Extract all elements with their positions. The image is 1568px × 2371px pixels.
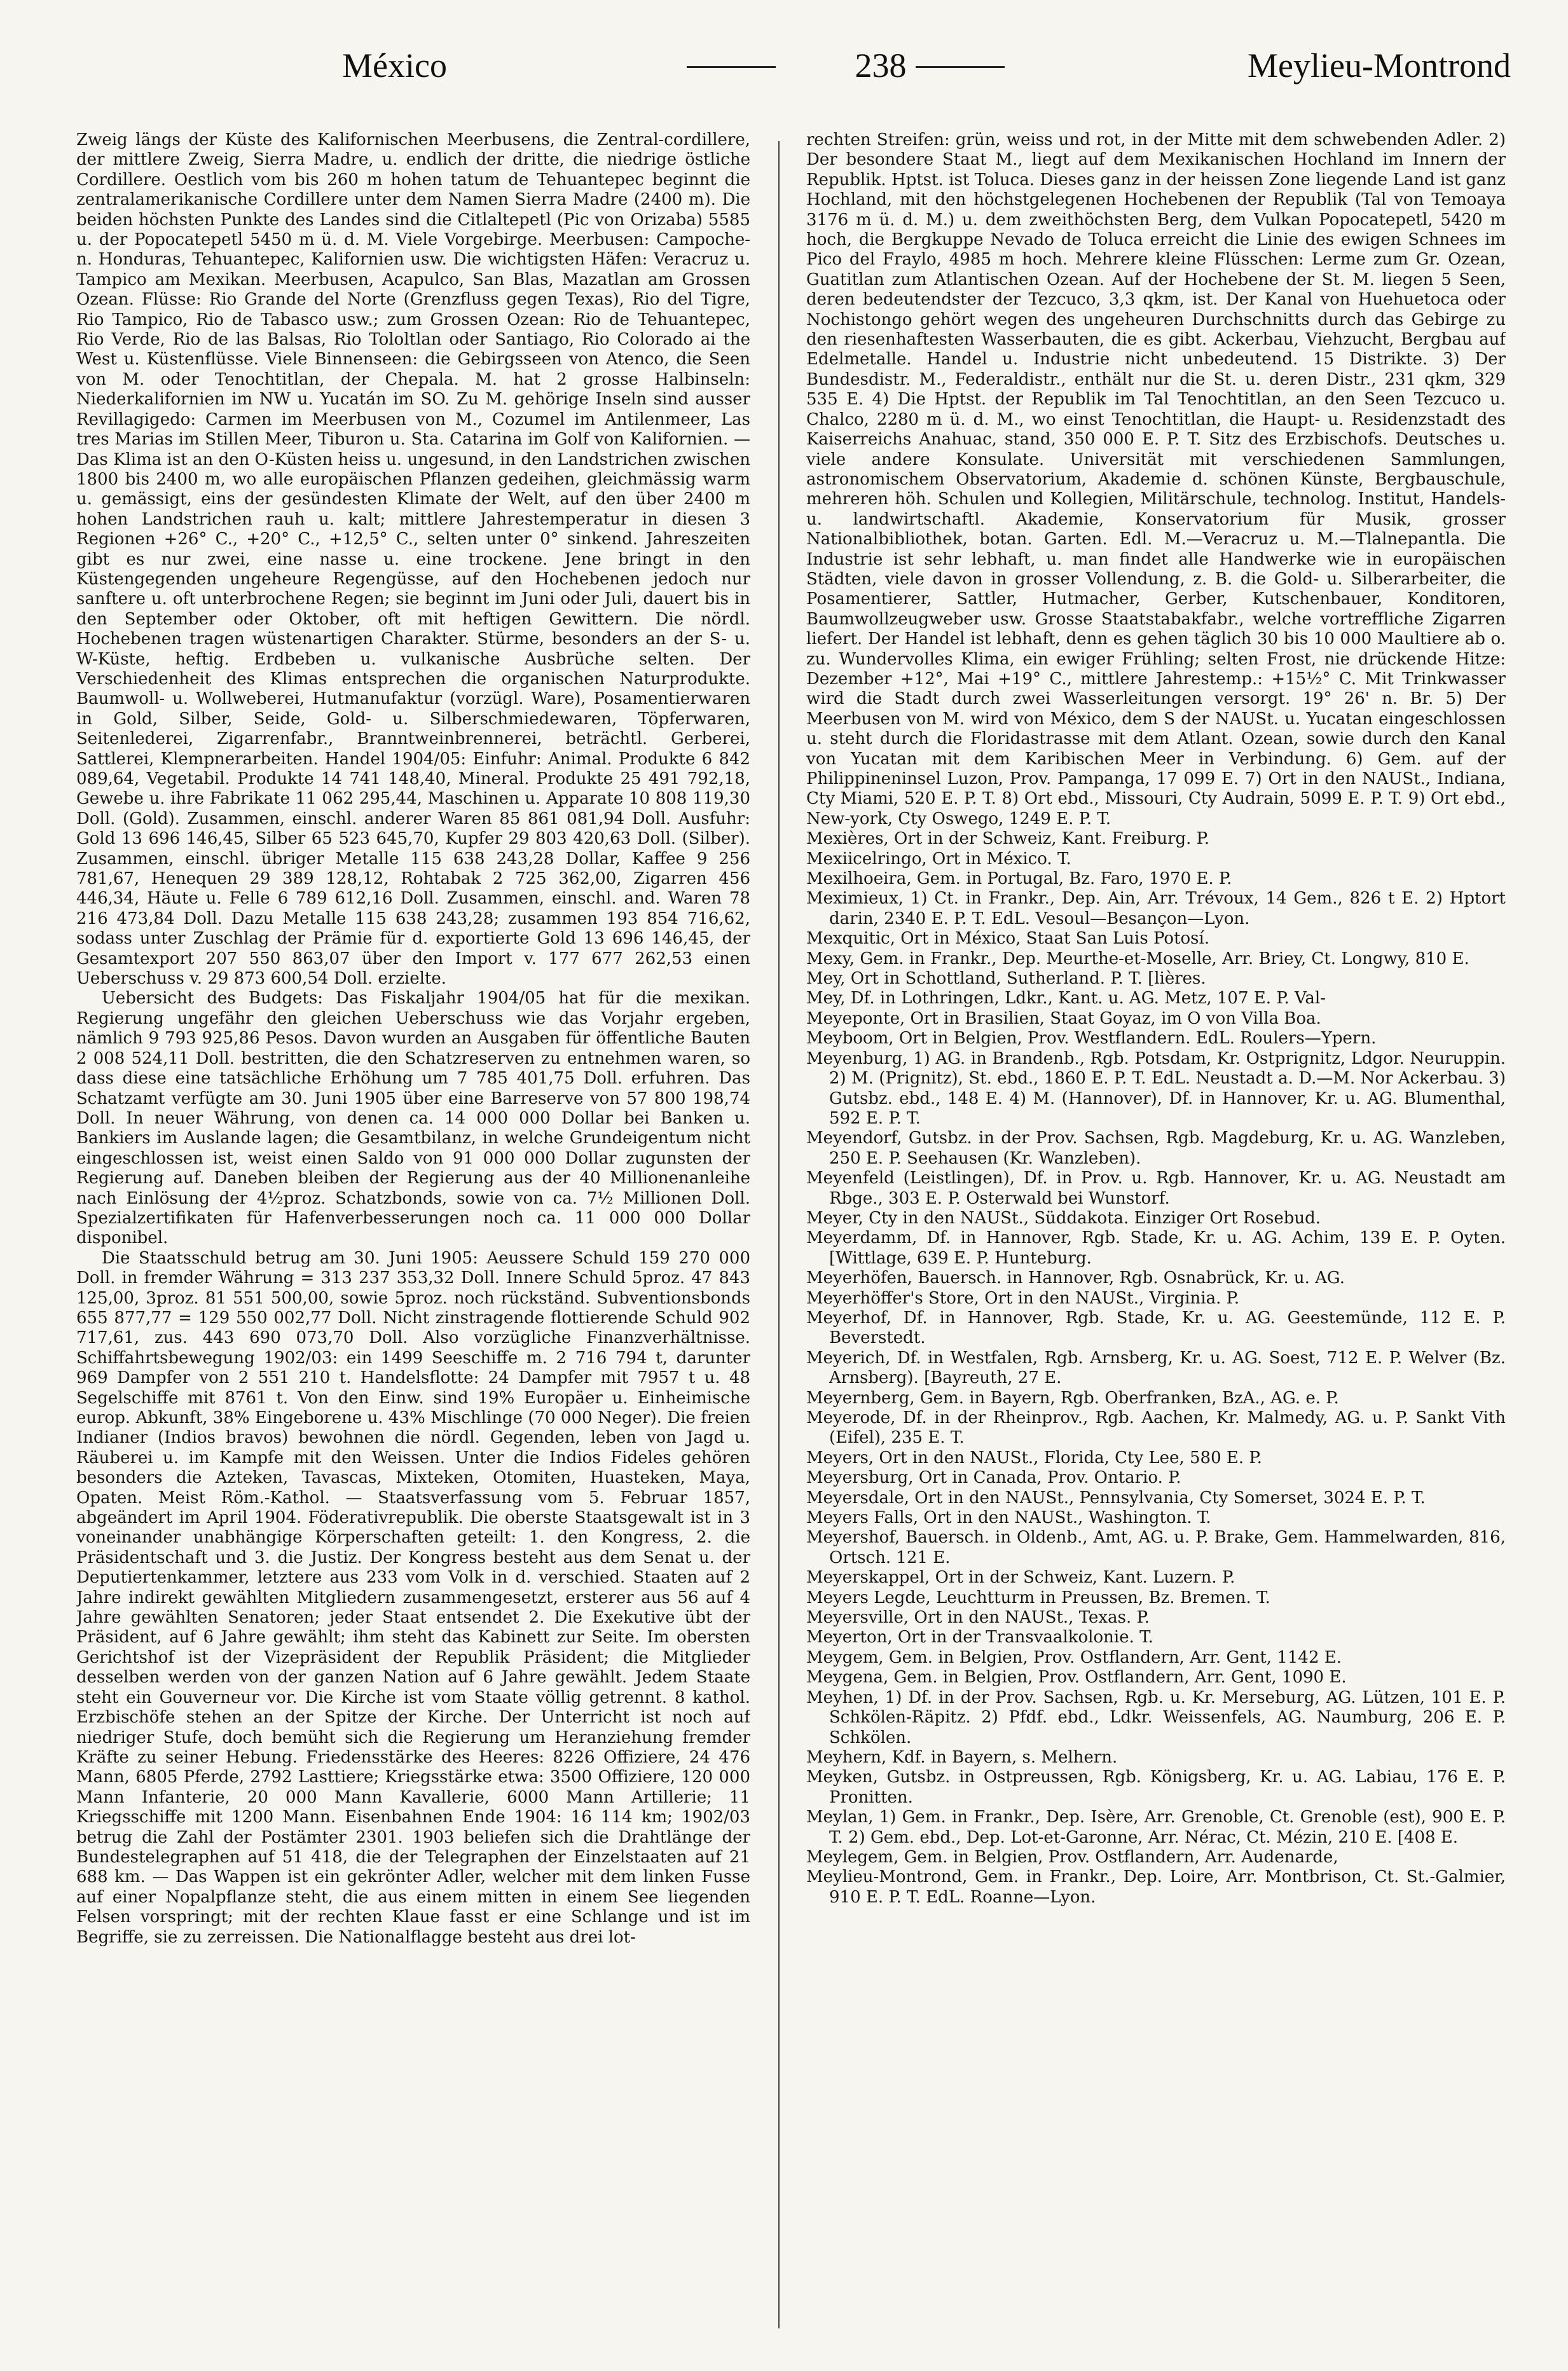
entry-mexieres: Mexières, Ort in der Schweiz, Kant. Freiburg. P. bbox=[806, 829, 1210, 849]
header-rule-left bbox=[687, 66, 776, 68]
entry-mey-scotland: Mey, Ort in Schottland, Sutherland. P. T. [lières. bbox=[806, 969, 1206, 989]
entry-mexilhoeira: Mexilhoeira, Gem. in Portugal, Bz. Faro, 1970 E. P. bbox=[806, 869, 1232, 889]
entry-meyken: Meyken, Gutsbz. in Ostpreussen, Rgb. Königsberg, Kr. u. AG. Labiau, 176 E. P. Pronitten. bbox=[806, 1768, 1506, 1807]
page-header bbox=[76, 37, 1511, 132]
entry-meyerode: Meyerode, Df. in der Rheinprov., Rgb. Aachen, Kr. Malmedy, AG. u. P. Sankt Vith (Eifel), 235 E. T. bbox=[806, 1408, 1506, 1448]
entry-meygem: Meygem, Gem. in Belgien, Prov. Ostflandern, Arr. Gent, 1142 E. bbox=[806, 1647, 1342, 1667]
page-number: 238 bbox=[855, 46, 907, 85]
entry-meyendorf: Meyendorf, Gutsbz. in der Prov. Sachsen, Rgb. Magdeburg, Kr. u. AG. Wanzleben, 250 E. P. Seehausen (Kr. Wanzleben). bbox=[806, 1129, 1506, 1168]
entry-mey-lorraine: Mey, Df. in Lothringen, Ldkr., Kant. u. AG. Metz, 107 E. P. Val- bbox=[806, 989, 1326, 1008]
entry-meyer: Meyer, Cty in den NAUSt., Süddakota. Einziger Ort Rosebud. bbox=[806, 1208, 1321, 1228]
paragraph-mexico-continued: rechten Streifen: grün, weiss und rot, in der Mitte mit dem schwebenden Adler. 2) Der besondere Staat M., liegt auf dem Mexikanischen Hochland im Innern der Republik. Hptst. ist Toluca. Dieses ganz in der heissen Zone liegende Land ist ganz Hochland, mit den höchstgelegenen Hochebenen der Republik (Tal von Temoaya 3176 m ü. d. M.) u. dem zweithöchsten Berg, dem Vulkan Popocatepetl, 5420 m hoch, die Bergkuppe Nevado de Toluca erreicht die Linie des ewigen Schnees im Pico del Fraylo, 4985 m hoch. Mehrere kleine Flüsschen: Lerme zum Gr. Ozean, Guatitlan zum Atlantischen Ozean. Auf der Hochebene der St. M. liegen 5 Seen, deren bedeutendster der Tezcuco, 3,3 qkm, ist. Der Kanal von Huehuetoca oder Nochistongo gehört wegen des ungeheuren Durchschnitts durch das Gebirge zu den riesenhaftesten Wasserbauten, die es gibt. Ackerbau, Viehzucht, Bergbau auf Edelmetalle. Handel u. Industrie nicht unbedeutend. 15 Distrikte. 3) Der Bundesdistr. M., Federaldistr., enthält nur die St. u. deren Distr., 231 qkm, 329 535 E. 4) Die Hptst. der Republik im Tal Tenochtitlan, an den Seen Tezcuco u. Chalco, 2280 m ü. d. M., wo einst Tenochtitlan, die Haupt- u. Residenzstadt des Kaiserreichs Anahuac, stand, 350 000 E. P. T. Sitz des Erzbischofs. Deutsches u. viele andere Konsulate. Universität mit verschiedenen Sammlungen, astronomischem Observatorium, Akademie d. schönen Künste, Bergbauschule, mehreren höh. Schulen und Kollegien, Militärschule, technolog. Institut, Handels- u. landwirtschaftl. Akademie, Konservatorium für Musik, grosser Nationalbibliothek, botan. Garten. Edl. M.—Veracruz u. M.—Tlalnepantla. Die Industrie ist sehr lebhaft, u. man findet alle Handwerke wie in europäischen Städten, viele davon in grosser Vollendung, z. B. die Gold- u. Silberarbeiter, die Posamentierer, Sattler, Hutmacher, Gerber, Kutschenbauer, Konditoren, Baumwollzeugweber usw. Grosse Staatstabakfabr., welche vortreffliche Zigarren liefert. Der Handel ist lebhaft, denn es gehen täglich 30 bis 10 000 Maultiere ab o. zu. Wundervolles Klima, ein ewiger Frühling; selten Frost, nie drückende Hitze: Dezember +12°, Mai +19° C., mittlere Jahrestemp.: +15½° C. Mit Trinkwasser wird die Stadt durch zwei Wasserleitungen versorgt. 19° 26' n. Br. 5) Der Meerbusen von M. wird von México, dem S der NAUSt. u. Yucatan eingeschlossen u. steht durch die Floridastrasse mit dem Atlant. Ozean, sowie durch den Kanal von Yucatan mit dem Karibischen Meer in Verbindung. 6) Gem. auf der Philippineninsel Luzon, Prov. Pampanga, 17 099 E. 7) Ort in den NAUSt., Indiana, Cty Miami, 520 E. P. T. 8) Ort ebd., Missouri, Cty Audrain, 5099 E. P. T. 9) Ort ebd., New-york, Cty Oswego, 1249 E. P. T. bbox=[806, 130, 1506, 828]
entry-meyenburg: Meyenburg, 1) AG. in Brandenb., Rgb. Potsdam, Kr. Ostprignitz, Ldgor. Neuruppin. 2) M. (Prignitz), St. ebd., 1860 E. P. T. EdL. Neustadt a. D.—M. Nor Ackerbau. 3) Gutsbz. ebd., 148 E. 4) M. (Hannover), Df. in Hannover, Kr. u. AG. Blumenthal, 592 E. P. T. bbox=[806, 1048, 1506, 1128]
entry-mexy: Mexy, Gem. in Frankr., Dep. Meurthe-et-Moselle, Arr. Briey, Ct. Longwy, 810 E. bbox=[806, 949, 1469, 968]
entry-meyers-falls: Meyers Falls, Ort in den NAUSt., Washington. T. bbox=[806, 1508, 1211, 1528]
entry-meyersville: Meyersville, Ort in den NAUSt., Texas. P. bbox=[806, 1608, 1150, 1628]
header-rule-right bbox=[916, 66, 1005, 68]
left-column bbox=[76, 130, 750, 2343]
paragraph-mexico-geography: Zweig längs der Küste des Kalifornischen Meerbusens, die Zentral-cordillere, der mittlere Zweig, Sierra Madre, u. endlich der dritte, die niedrige östliche Cordillere. Oestlich vom bis 260 m hohen tatum de Tehuantepec beginnt die zentralamerikanische Cordillere unter dem Namen Sierra Madre (2400 m). Die beiden höchsten Punkte des Landes sind die Citlaltepetl (Pic von Orizaba) 5585 u. der Popocatepetl 5450 m ü. d. M. Viele Vorgebirge. Meerbusen: Campoche- n. Honduras, Tehuantepec, Kalifornien usw. Die wichtigsten Häfen: Veracruz u. Tampico am Mexikan. Meerbusen, Acapulco, San Blas, Mazatlan am Grossen Ozean. Flüsse: Rio Grande del Norte (Grenzfluss gegen Texas), Rio del Tigre, Rio Tampico, Rio de Tabasco usw.; zum Grossen Ozean: Rio de Tehuantepec, Rio Verde, Rio de las Balsas, Rio Tololtlan oder Santiago, Rio Colorado ai the West u. Küstenflüsse. Viele Binnenseen: die Gebirgsseen von Atenco, die Seen von M. oder Tenochtitlan, der Chepala. M. hat 2 grosse Halbinseln: Niederkalifornien im NW u. Yucatán im SO. Zu M. gehörige Inseln sind ausser Revillagigedo: Carmen im Meerbusen von M., Cozumel im Antilenmeer, Las tres Marias im Stillen Meer, Tiburon u. Sta. Catarina im Golf von Kalifornien. — Das Klima ist an den O-Küsten heiss u. ungesund, in den Landstrichen zwischen 1800 bis 2400 m, wo alle europäischen Pflanzen gedeihen, gleichmässig warm u. gemässigt, eins der gesündesten Klimate der Welt, auf den über 2400 m hohen Landstrichen rauh u. kalt; mittlere Jahrestemperatur in diesen 3 Regionen +26° C., +20° C., +12,5° C., selten unter 0° sinkend. Jahreszeiten gibt es nur zwei, eine nasse u. eine trockene. Jene bringt in den Küstengegenden ungeheure Regengüsse, auf den Hochebenen jedoch nur sanftere u. oft unterbrochene Regen; sie beginnt im Juni oder Juli, dauert bis in den September oder Oktober, oft mit heftigen Gewittern. Die nördl. Hochebenen tragen wüstenartigen Charakter. Stürme, besonders an der S- u. W-Küste, heftig. Erdbeben u. vulkanische Ausbrüche selten. Der Verschiedenheit des Klimas entsprechen die organischen Naturprodukte. Baumwoll- u. Wollweberei, Hutmanufaktur (vorzügl. Ware), Posamentierwaren in Gold, Silber, Seide, Gold- u. Silberschmiedewaren, Töpferwaren, Seitenlederei, Zigarrenfabr., Branntweinbrennerei, beträchtl. Gerberei, Sattlerei, Klempnerarbeiten. Handel 1904/05: Einfuhr: Animal. Produkte 6 842 089,64, Vegetabil. Produkte 14 741 148,40, Mineral. Produkte 25 491 792,18, Gewebe u. ihre Fabrikate 11 062 295,44, Maschinen u. Apparate 10 808 119,30 Doll. (Gold). Zusammen, einschl. anderer Waren 85 861 081,94 Doll. Ausfuhr: Gold 13 696 146,45, Silber 65 523 645,70, Kupfer 29 803 420,63 Doll. (Silber). Zusammen, einschl. übriger Metalle 115 638 243,28 Dollar, Kaffee 9 256 781,67, Henequen 29 389 128,12, Rohtabak 2 725 362,00, Zigarren 456 446,34, Häute u. Felle 6 789 612,16 Doll. Zusammen, einschl. and. Waren 78 216 473,84 Doll. Dazu Metalle 115 638 243,28; zusammen 193 854 716,62, sodass unter Zuschlag der Prämie für d. exportierte Gold 13 696 146,45, der Gesamtexport 207 550 863,07 über den Import v. 177 677 262,53 einen Ueberschuss v. 29 873 600,54 Doll. erzielte. bbox=[76, 130, 750, 989]
entry-meyerskappel: Meyerskappel, Ort in der Schweiz, Kant. Luzern. P. bbox=[806, 1568, 1235, 1588]
entry-meylan: Meylan, 1) Gem. in Frankr., Dep. Isère, Arr. Grenoble, Ct. Grenoble (est), 900 E. P. T. 2) Gem. ebd., Dep. Lot-et-Garonne, Arr. Nérac, Ct. Mézin, 210 E. [408 E. bbox=[806, 1808, 1506, 1847]
entry-meyersburg: Meyersburg, Ort in Canada, Prov. Ontario. P. bbox=[806, 1468, 1181, 1488]
entry-meyerton: Meyerton, Ort in der Transvaalkolonie. T. bbox=[806, 1628, 1153, 1647]
entry-meyboom: Meyboom, Ort in Belgien, Prov. Westflandern. EdL. Roulers—Ypern. bbox=[806, 1029, 1377, 1048]
entry-meyers: Meyers, Ort in den NAUSt., Florida, Cty Lee, 580 E. P. bbox=[806, 1448, 1262, 1467]
entry-meyhern: Meyhern, Kdf. in Bayern, s. Melhern. bbox=[806, 1747, 1118, 1767]
paragraph-budget: Uebersicht des Budgets: Das Fiskaljahr 1904/05 hat für die mexikan. Regierung ungefähr den gleichen Ueberschuss wie das Vorjahr ergeben, nämlich 9 793 925,86 Pesos. Davon wurden an Ausgaben für öffentliche Bauten 2 008 524,11 Doll. bestritten, die den Schatzreserven zu entnehmen waren, so dass diese eine tatsächliche Erhöhung um 7 785 401,75 Doll. erfuhren. Das Schatzamt verfügte am 30. Juni 1905 über eine Barreserve von 57 800 198,74 Doll. In neuer Währung, von denen ca. 14 000 000 Dollar bei Banken u. Bankiers im Auslande lagen; die Gesamtbilanz, in welche Grundeigentum nicht eingeschlossen ist, weist einen Saldo von 91 000 000 Dollar zugunsten der Regierung auf. Daneben bleiben der Regierung aus der 40 Millionenanleihe nach Einlösung der 4½proz. Schatzbonds, sowie von ca. 7½ Millionen Doll. Spezialzertifikaten für Hafenverbesserungen noch ca. 11 000 000 Dollar disponibel. bbox=[76, 989, 750, 1248]
entry-meximieux: Meximieux, 1) Ct. in Frankr., Dep. Ain, Arr. Trévoux, 14 Gem., 826 t E. 2) Hptort darin, 2340 E. P. T. EdL. Vesoul—Besançon—Lyon. bbox=[806, 889, 1506, 928]
entry-meyerdamm: Meyerdamm, Df. in Hannover, Rgb. Stade, Kr. u. AG. Achim, 139 E. P. Oyten. [Wittlage, 639 E. P. Hunteburg. bbox=[806, 1228, 1506, 1268]
entry-mexquitic: Mexquitic, Ort in México, Staat San Luis Potosí. bbox=[806, 929, 1210, 949]
entry-meyerhoeffers-store: Meyerhöffer's Store, Ort in den NAUSt., Virginia. P. bbox=[806, 1288, 1240, 1308]
entry-meyerich: Meyerich, Df. in Westfalen, Rgb. Arnsberg, Kr. u. AG. Soest, 712 E. P. Welver (Bz. Arnsberg). [Bayreuth, 27 E. bbox=[806, 1348, 1506, 1388]
entry-meyerhoefen: Meyerhöfen, Bauersch. in Hannover, Rgb. Osnabrück, Kr. u. AG. bbox=[806, 1268, 1345, 1288]
entry-meyershof: Meyershof, Bauersch. in Oldenb., Amt, AG. u. P. Brake, Gem. Hammelwarden, 816, Ortsch. 121 E. bbox=[806, 1528, 1506, 1567]
entry-meyenfeld: Meyenfeld (Leistlingen), Df. in Prov. u. Rgb. Hannover, Kr. u. AG. Neustadt am Rbge., 303 E. P. Osterwald bei Wunstorf. bbox=[806, 1169, 1506, 1208]
right-column bbox=[806, 130, 1506, 2343]
entry-meyers-legde: Meyers Legde, Leuchtturm in Preussen, Bz. Bremen. T. bbox=[806, 1588, 1270, 1607]
paragraph-state-debt: Die Staatsschuld betrug am 30. Juni 1905: Aeussere Schuld 159 270 000 Doll. in fremder Währung = 313 237 353,32 Doll. Innere Schuld 5proz. 47 843 125,00, 3proz. 81 551 500,00, sowie 5proz. noch rückständ. Subventionsbonds 655 877,77 = 129 550 002,77 Doll. Nicht zinstragende flottierende Schuld 902 717,61, zus. 443 690 073,70 Doll. Also vorzügliche Finanzverhältnisse. Schiffahrtsbewegung 1902/03: ein 1499 Seeschiffe m. 2 716 794 t, darunter 969 Dampfer von 2 551 210 t. Handelsflotte: 24 Dampfer mit 7957 t u. 48 Segelschiffe mit 8761 t. Von den Einw. sind 19% Europäer u. Einheimische europ. Abkunft, 38% Eingeborene u. 43% Mischlinge (70 000 Neger). Die freien Indianer (Indios bravos) bewohnen die nördl. Gegenden, leben von Jagd u. Räuberei u. im Kampfe mit den Weissen. Unter die Indios Fideles gehören besonders die Azteken, Tavascas, Mixteken, Otomiten, Huasteken, Maya, Opaten. Meist Röm.-Kathol. — Staatsverfassung vom 5. Februar 1857, abgeändert im April 1904. Föderativrepublik. Die oberste Staatsgewalt ist in 3 voneinander unabhängige Körperschaften geteilt: 1. den Kongress, 2. die Präsidentschaft und 3. die Justiz. Der Kongress besteht aus dem Senat u. der Deputiertenkammer, letztere aus 233 vom Volk in d. verschied. Staaten auf 2 Jahre indirekt gewählten Mitgliedern zusammengesetzt, ersterer aus 56 auf 4 Jahre gewählten Senatoren; jeder Staat entsendet 2. Die Exekutive übt der Präsident, auf 6 Jahre gewählt; ihm steht das Kabinett zur Seite. Im obersten Gerichtshof ist der Vizepräsident der Republik Präsident; die Mitglieder desselben werden von der ganzen Nation auf 6 Jahre gewählt. Jedem Staate steht ein Gouverneur vor. Die Kirche ist vom Staate völlig getrennt. 8 kathol. Erzbischöfe stehen an der Spitze der Kirche. Der Unterricht ist noch auf niedriger Stufe, doch bemüht sich die Regierung um Heranziehung fremder Kräfte zu seiner Hebung. Friedensstärke des Heeres: 8226 Offiziere, 24 476 Mann, 6805 Pferde, 2792 Lasttiere; Kriegsstärke etwa: 3500 Offiziere, 120 000 Mann Infanterie, 20 000 Mann Kavallerie, 6000 Mann Artillerie; 11 Kriegsschiffe mit 1200 Mann. Eisenbahnen Ende 1904: 16 114 km; 1902/03 betrug die Zahl der Postämter 2301. 1903 beliefen sich die Drahtlänge der Bundestelegraphen auf 51 418, die der Telegraphen der Einzelstaaten auf 21 688 km. — Das Wappen ist ein gekrönter Adler, welcher mit dem linken Fusse auf einer Nopalpflanze steht, die aus einem mitten in einem See liegenden Felsen vorspringt; mit der rechten Klaue fasst er eine Schlange und ist im Begriffe, sie zu zerreissen. Die Nationalflagge besteht aus drei lot- bbox=[76, 1248, 750, 1947]
entry-meyersdale: Meyersdale, Ort in den NAUSt., Pennsylvania, Cty Somerset, 3024 E. P. T. bbox=[806, 1488, 1426, 1508]
header-right-catchword: Meylieu-Montrond bbox=[1248, 46, 1511, 85]
header-left-catchword: México bbox=[342, 46, 447, 85]
entry-meyernberg: Meyernberg, Gem. in Bayern, Rgb. Oberfranken, BzA., AG. e. P. bbox=[806, 1388, 1339, 1408]
entry-meygena: Meygena, Gem. in Belgien, Prov. Ostflandern, Arr. Gent, 1090 E. bbox=[806, 1668, 1347, 1687]
entry-mexiicelringo: Mexiicelringo, Ort in México. T. bbox=[806, 849, 1071, 869]
entry-meylegem: Meylegem, Gem. in Belgien, Prov. Ostflandern, Arr. Audenarde, bbox=[806, 1847, 1338, 1867]
entry-meyeponte: Meyeponte, Ort in Brasilien, Staat Goyaz, im O von Villa Boa. bbox=[806, 1008, 1321, 1028]
entry-meylieu-montrond: Meylieu-Montrond, Gem. in Frankr., Dep. Loire, Arr. Montbrison, Ct. St.-Galmier, 910 E. P. T. EdL. Roanne—Lyon. bbox=[806, 1867, 1506, 1907]
entry-meyhen: Meyhen, 1) Df. in der Prov. Sachsen, Rgb. u. Kr. Merseburg, AG. Lützen, 101 E. P. Schkölen-Räpitz. 2) Pfdf. ebd., Ldkr. Weissenfels, AG. Naumburg, 206 E. P. Schkölen. bbox=[806, 1687, 1506, 1747]
column-divider bbox=[778, 141, 780, 2328]
entry-meyerhof: Meyerhof, Df. in Hannover, Rgb. Stade, Kr. u. AG. Geestemünde, 112 E. P. Beverstedt. bbox=[806, 1308, 1506, 1348]
